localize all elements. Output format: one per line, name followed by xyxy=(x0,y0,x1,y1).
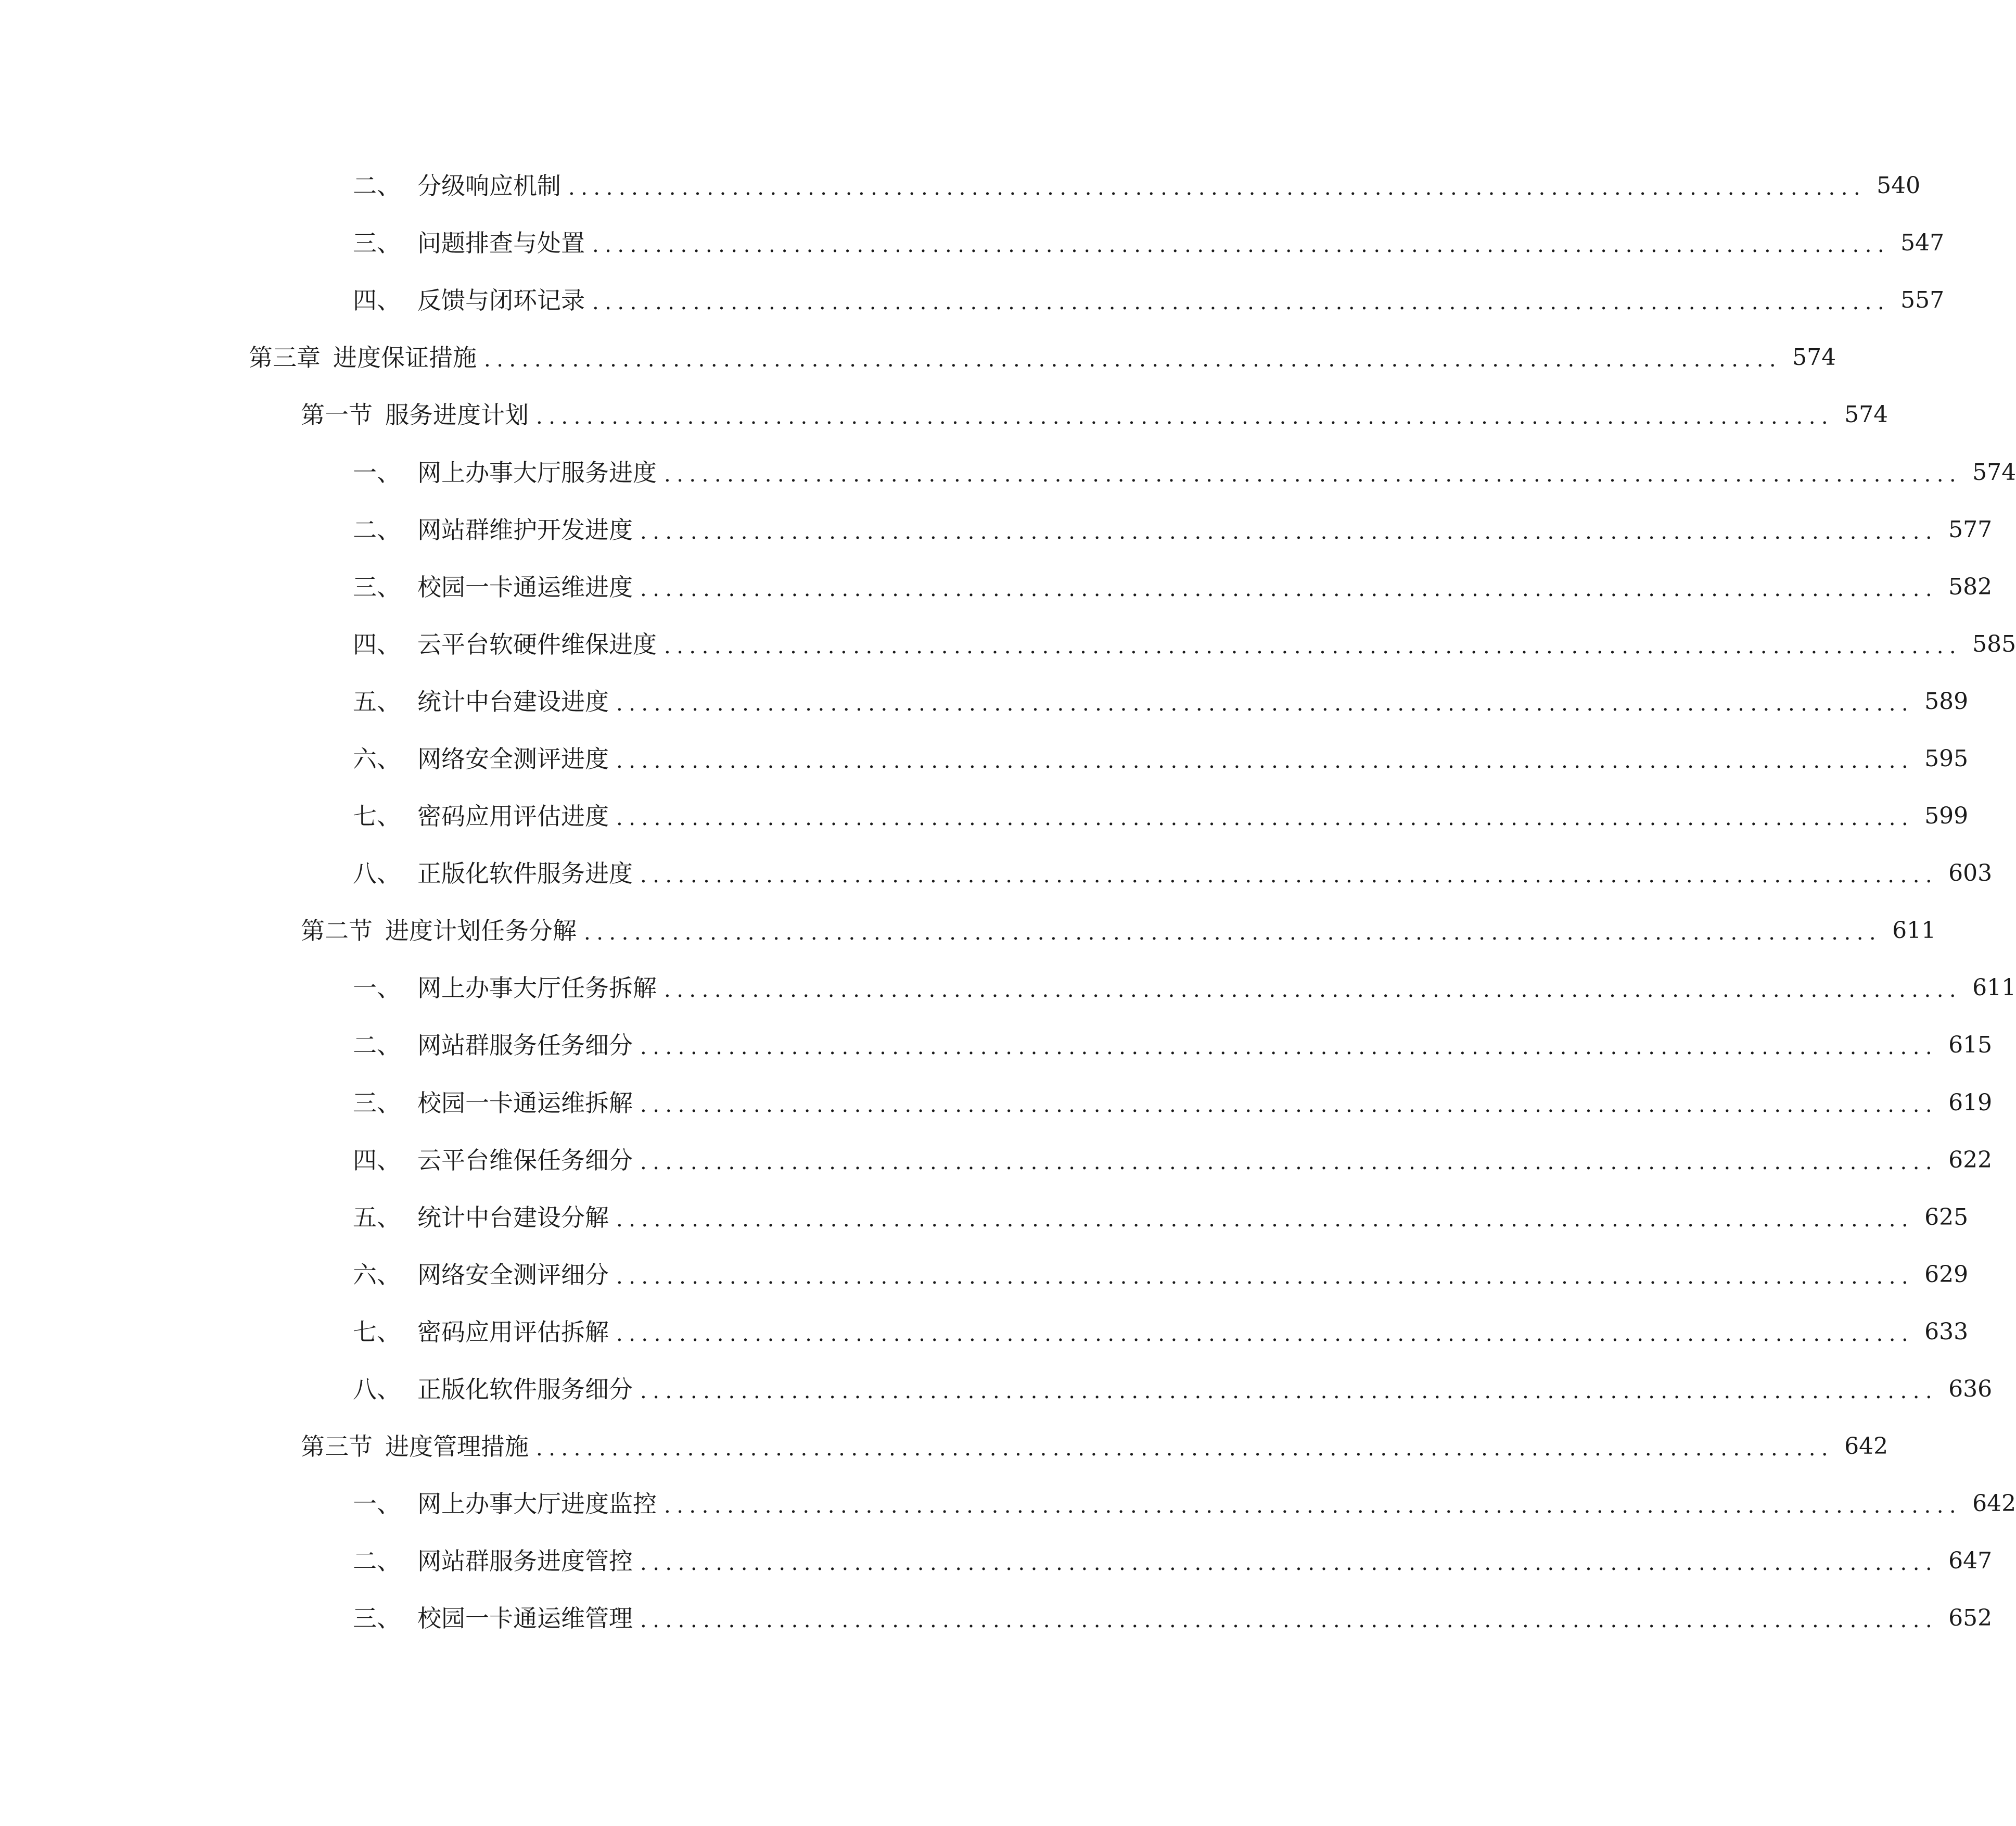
toc-entry[interactable] xyxy=(0,1246,1969,1303)
toc-entry-page-number: 622 xyxy=(1948,1146,1993,1173)
toc-entry-number: 七、 xyxy=(353,1317,401,1346)
toc-dot-leader: ....................................................................................................... xyxy=(640,1093,1938,1117)
toc-entry-number: 四、 xyxy=(353,630,401,658)
toc-entry-title: 网站群维护开发进度 xyxy=(417,515,633,544)
toc-entry-number: 一、 xyxy=(353,974,401,1003)
toc-dot-leader: ....................................................................................................... xyxy=(664,634,1962,658)
toc-entry[interactable] xyxy=(0,1132,1993,1189)
toc-entry-label xyxy=(353,515,633,544)
toc-entry-number: 二、 xyxy=(353,172,401,200)
toc-dot-leader: ....................................................................................................... xyxy=(640,1150,1938,1174)
toc-entry-number: 六、 xyxy=(353,1260,401,1289)
toc-dot-leader: ....................................................................................................... xyxy=(640,1608,1938,1633)
toc-entry-title: 校园一卡通运维管理 xyxy=(417,1604,633,1633)
toc-entry-title: 进度管理措施 xyxy=(385,1432,529,1461)
toc-entry[interactable] xyxy=(0,1532,1993,1590)
toc-entry-label xyxy=(353,1148,633,1172)
toc-entry-label xyxy=(301,919,577,943)
toc-dot-leader: ....................................................................................................... xyxy=(536,405,1834,429)
toc-dot-leader: ....................................................................................................... xyxy=(640,864,1938,888)
toc-entry-label xyxy=(353,859,633,888)
toc-entry-number: 二、 xyxy=(353,1547,401,1576)
toc-entry-page-number: 633 xyxy=(1924,1318,1969,1345)
toc-dot-leader: ....................................................................................................... xyxy=(484,348,1782,372)
toc-entry-number: 三、 xyxy=(353,229,401,258)
toc-entry-label xyxy=(353,802,609,831)
toc-entry-number: 三、 xyxy=(353,1604,401,1633)
toc-entry[interactable] xyxy=(0,386,1889,443)
toc-entry-label xyxy=(353,1604,633,1633)
toc-entry-label xyxy=(353,458,657,487)
toc-entry-title: 网站群服务进度管控 xyxy=(417,1547,633,1576)
toc-entry[interactable] xyxy=(0,501,1993,559)
toc-dot-leader: ....................................................................................................... xyxy=(536,1437,1834,1461)
toc-entry[interactable] xyxy=(0,730,1969,788)
toc-entry-label xyxy=(353,575,633,599)
toc-entry[interactable] xyxy=(0,1418,1889,1475)
toc-entry-label xyxy=(353,1203,609,1232)
table-of-contents xyxy=(0,157,2016,1647)
toc-entry[interactable] xyxy=(0,788,1969,845)
toc-entry-page-number: 577 xyxy=(1948,516,1993,543)
toc-entry[interactable] xyxy=(0,443,2016,501)
toc-entry-page-number: 574 xyxy=(1844,401,1889,428)
toc-dot-leader: ....................................................................................................... xyxy=(616,749,1915,773)
toc-entry-page-number: 540 xyxy=(1877,172,1921,199)
toc-dot-leader: ....................................................................................................... xyxy=(640,1035,1938,1060)
toc-entry-page-number: 642 xyxy=(1972,1490,2016,1517)
toc-dot-leader: ....................................................................................................... xyxy=(640,1379,1938,1404)
toc-entry-title: 进度保证措施 xyxy=(333,344,477,372)
toc-entry-page-number: 625 xyxy=(1924,1203,1969,1231)
toc-entry-number: 五、 xyxy=(353,1203,401,1232)
toc-entry-label xyxy=(353,229,585,258)
toc-entry-label xyxy=(353,1547,633,1576)
toc-entry-page-number: 574 xyxy=(1792,344,1836,371)
toc-entry[interactable] xyxy=(0,559,1993,616)
toc-entry-title: 服务进度计划 xyxy=(385,401,529,429)
toc-entry-title: 网上办事大厅任务拆解 xyxy=(417,974,657,1003)
toc-entry-number: 二、 xyxy=(353,1031,401,1060)
toc-entry-title: 统计中台建设进度 xyxy=(417,687,609,716)
toc-dot-leader: ....................................................................................................... xyxy=(640,1551,1938,1576)
toc-entry-label xyxy=(353,744,609,773)
toc-entry-page-number: 611 xyxy=(1892,917,1936,944)
toc-entry-label xyxy=(353,974,657,1003)
toc-dot-leader: ....................................................................................................... xyxy=(664,462,1962,487)
toc-entry-page-number: 652 xyxy=(1948,1605,1993,1632)
toc-entry-page-number: 589 xyxy=(1924,688,1969,715)
toc-entry[interactable] xyxy=(0,214,1945,272)
toc-entry-label xyxy=(353,1317,609,1346)
toc-entry-page-number: 615 xyxy=(1948,1032,1993,1059)
toc-entry-number: 八、 xyxy=(353,859,401,888)
toc-entry-label xyxy=(353,1031,633,1060)
toc-entry-number: 一、 xyxy=(353,1490,401,1518)
toc-entry-title: 网络安全测评进度 xyxy=(417,744,609,773)
toc-entry-page-number: 629 xyxy=(1924,1261,1969,1288)
toc-entry[interactable] xyxy=(0,157,1921,214)
toc-entry-number: 一、 xyxy=(353,458,401,487)
toc-entry[interactable] xyxy=(0,1017,1993,1074)
toc-dot-leader: ....................................................................................................... xyxy=(616,691,1915,716)
toc-entry-label xyxy=(353,1375,633,1404)
toc-entry-page-number: 636 xyxy=(1948,1376,1993,1403)
toc-entry-title: 问题排查与处置 xyxy=(417,229,585,258)
toc-entry-number: 第三章 xyxy=(249,344,321,372)
toc-entry-number: 六、 xyxy=(353,744,401,773)
toc-dot-leader: ....................................................................................................... xyxy=(568,176,1867,200)
toc-dot-leader: ....................................................................................................... xyxy=(664,978,1962,1003)
toc-entry-page-number: 557 xyxy=(1900,287,1945,314)
toc-dot-leader: ....................................................................................................... xyxy=(616,1207,1915,1232)
toc-dot-leader: ....................................................................................................... xyxy=(592,290,1891,315)
toc-entry[interactable] xyxy=(0,673,1969,730)
toc-entry-title: 网上办事大厅进度监控 xyxy=(417,1490,657,1518)
toc-entry-title: 密码应用评估拆解 xyxy=(417,1317,609,1346)
toc-entry[interactable] xyxy=(0,1189,1969,1246)
toc-entry-number: 三、 xyxy=(353,573,401,601)
toc-entry-number: 第二节 xyxy=(301,917,373,945)
toc-dot-leader: ....................................................................................................... xyxy=(592,233,1891,258)
toc-dot-leader: ....................................................................................................... xyxy=(584,921,1882,945)
toc-entry-label xyxy=(353,687,609,716)
toc-entry-title: 校园一卡通运维拆解 xyxy=(417,1088,633,1117)
toc-entry-label xyxy=(353,1260,609,1289)
toc-entry-title: 校园一卡通运维进度 xyxy=(417,573,633,601)
toc-entry-title: 网站群服务任务细分 xyxy=(417,1031,633,1060)
toc-entry-number: 七、 xyxy=(353,802,401,831)
toc-entry-page-number: 595 xyxy=(1924,745,1969,772)
toc-entry-number: 八、 xyxy=(353,1375,401,1404)
toc-dot-leader: ....................................................................................................... xyxy=(616,1264,1915,1289)
toc-entry-number: 二、 xyxy=(353,515,401,544)
toc-entry-number: 三、 xyxy=(353,1088,401,1117)
toc-entry[interactable] xyxy=(0,1590,1993,1647)
toc-entry-title: 网络安全测评细分 xyxy=(417,1260,609,1289)
toc-entry-page-number: 599 xyxy=(1924,803,1969,830)
toc-entry-page-number: 585 xyxy=(1972,630,2016,657)
toc-entry-title: 云平台软硬件维保进度 xyxy=(417,630,657,658)
toc-entry-page-number: 647 xyxy=(1948,1548,1993,1575)
toc-entry[interactable] xyxy=(0,616,2016,673)
toc-entry-label xyxy=(301,1432,529,1461)
toc-entry-page-number: 547 xyxy=(1900,230,1945,257)
toc-entry[interactable] xyxy=(0,1074,1993,1132)
toc-dot-leader: ....................................................................................................... xyxy=(640,519,1938,544)
toc-entry-page-number: 574 xyxy=(1972,459,2016,486)
toc-entry[interactable] xyxy=(0,902,1936,959)
toc-dot-leader: ....................................................................................................... xyxy=(664,1494,1962,1518)
toc-entry-title: 反馈与闭环记录 xyxy=(417,286,585,315)
toc-entry-title: 分级响应机制 xyxy=(417,172,561,200)
toc-entry-label xyxy=(353,174,561,198)
toc-entry-page-number: 582 xyxy=(1948,573,1993,600)
toc-entry-title: 统计中台建设分解 xyxy=(417,1203,609,1232)
toc-entry-number: 五、 xyxy=(353,687,401,716)
toc-entry[interactable] xyxy=(0,1475,2016,1532)
toc-entry-title: 网上办事大厅服务进度 xyxy=(417,458,657,487)
toc-entry[interactable] xyxy=(0,272,1945,329)
toc-entry-label xyxy=(353,286,585,315)
toc-entry-page-number: 611 xyxy=(1972,974,2016,1001)
toc-entry-title: 正版化软件服务细分 xyxy=(417,1375,633,1404)
toc-dot-leader: ....................................................................................................... xyxy=(616,1322,1915,1346)
toc-entry-number: 四、 xyxy=(353,286,401,315)
toc-entry-page-number: 642 xyxy=(1844,1433,1889,1460)
toc-entry[interactable] xyxy=(0,845,1993,902)
toc-entry-label xyxy=(353,632,657,656)
toc-dot-leader: ....................................................................................................... xyxy=(616,806,1915,831)
toc-entry[interactable] xyxy=(0,329,1836,386)
toc-entry-title: 密码应用评估进度 xyxy=(417,802,609,831)
toc-entry-label xyxy=(353,1088,633,1117)
toc-entry-label xyxy=(353,1492,657,1516)
toc-entry-title: 正版化软件服务进度 xyxy=(417,859,633,888)
toc-entry-page-number: 619 xyxy=(1948,1089,1993,1116)
toc-entry-page-number: 603 xyxy=(1948,860,1993,887)
toc-entry[interactable] xyxy=(0,1361,1993,1418)
toc-entry[interactable] xyxy=(0,959,2016,1017)
toc-dot-leader: ....................................................................................................... xyxy=(640,577,1938,601)
toc-entry-label xyxy=(301,403,529,427)
toc-entry-number: 第一节 xyxy=(301,401,373,429)
toc-entry-number: 第三节 xyxy=(301,1432,373,1461)
toc-entry-title: 云平台维保任务细分 xyxy=(417,1146,633,1174)
toc-entry-label xyxy=(249,346,477,370)
toc-entry[interactable] xyxy=(0,1303,1969,1361)
toc-entry-number: 四、 xyxy=(353,1146,401,1174)
toc-entry-title: 进度计划任务分解 xyxy=(385,917,577,945)
